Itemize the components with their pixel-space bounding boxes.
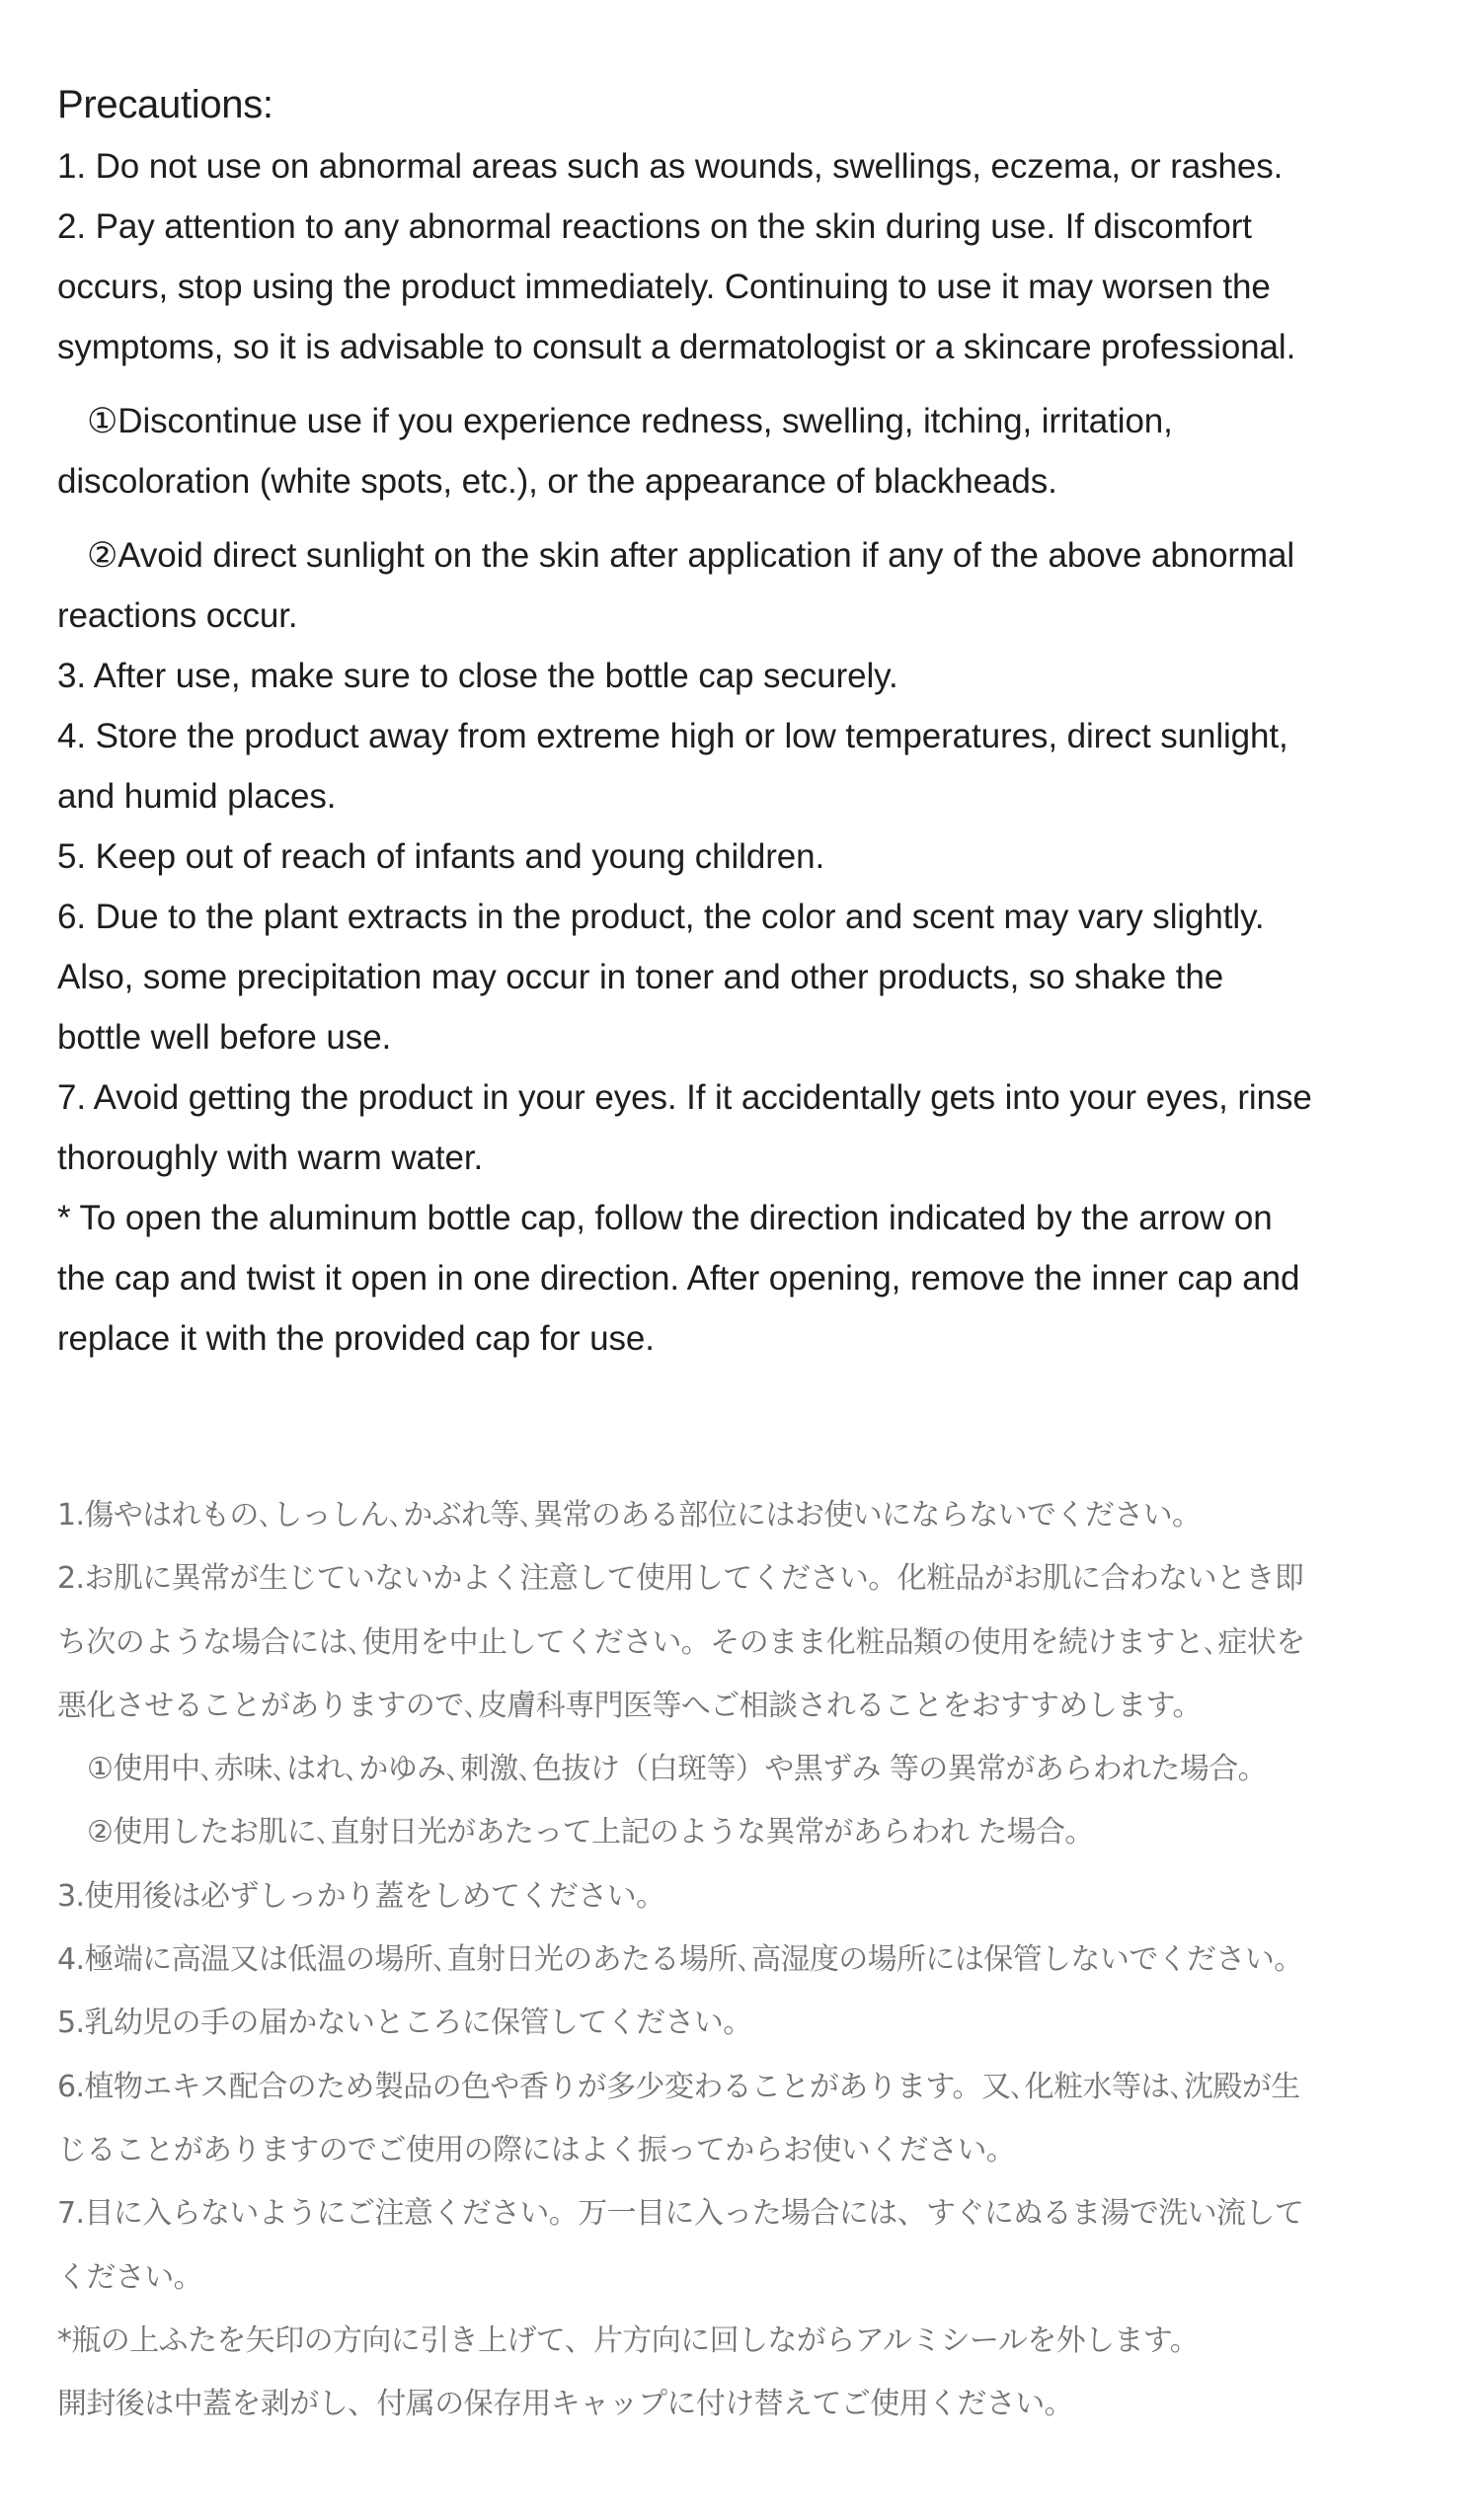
precaution-line: * To open the aluminum bottle cap, follow the direction indicated by the arrow on	[57, 1199, 1273, 1237]
precaution-line: 2. Pay attention to any abnormal reactions on the skin during use. If discomfort	[57, 207, 1252, 246]
precaution-line: symptoms, so it is advisable to consult a dermatologist or a skincare professional.	[57, 328, 1296, 366]
precaution-line: 3.使用後は必ずしっかり蓋をしめてください。	[57, 1878, 665, 1914]
precaution-line: 1.傷やはれもの､しっしん､かぶれ等､異常のある部位にはお使いにならないでください。	[57, 1498, 1202, 1533]
precaution-line: 6. Due to the plant extracts in the product, the color and scent may vary slightly.	[57, 898, 1265, 936]
precaution-line: occurs, stop using the product immediately. Continuing to use it may worsen the	[57, 268, 1271, 306]
precaution-line: ②使用したお肌に､直射日光があたって上記のような異常があらわれ た場合。	[87, 1815, 1094, 1851]
precaution-line: 6.植物エキス配合のため製品の色や香りが多少変わることがあります。又､化粧水等は､沈殿が生	[57, 2069, 1300, 2104]
precaution-line: 5.乳幼児の手の届かないところに保管してください。	[57, 2006, 752, 2041]
precaution-line: 2.お肌に異常が生じていないかよく注意して使用してください。化粧品がお肌に合わないとき即	[57, 1561, 1304, 1597]
precaution-line: reactions occur.	[57, 596, 298, 635]
precaution-line: Also, some precipitation may occur in toner and other products, so shake the	[57, 958, 1224, 996]
precaution-line: 7. Avoid getting the product in your eyes. If it accidentally gets into your eyes, rinse	[57, 1078, 1312, 1117]
precaution-line: 悪化させることがありますので､皮膚科専門医等へご相談されることをおすすめします。	[57, 1688, 1202, 1723]
precaution-line: 5. Keep out of reach of infants and young children.	[57, 837, 825, 876]
precaution-line: ②Avoid direct sunlight on the skin after application if any of the above abnormal	[87, 536, 1295, 575]
page-title: Precautions:	[57, 83, 273, 126]
precaution-line: 4.極端に高温又は低温の場所､直射日光のあたる場所､高湿度の場所には保管しないでください。	[57, 1942, 1303, 1978]
precaution-line: ①使用中､赤味､はれ､かゆみ､刺激､色抜け（白斑等）や黒ずみ 等の異常があらわれた場合。	[87, 1752, 1268, 1787]
precaution-line: 3. After use, make sure to close the bottle cap securely.	[57, 657, 898, 695]
precaution-line: bottle well before use.	[57, 1018, 392, 1057]
precaution-line: the cap and twist it open in one direction. After opening, remove the inner cap and	[57, 1259, 1300, 1298]
precaution-line: thoroughly with warm water.	[57, 1139, 484, 1177]
precaution-line: 7.目に入らないようにご注意ください。万一目に入った場合には、すぐにぬるま湯で洗い流して	[57, 2196, 1304, 2232]
precaution-line: 1. Do not use on abnormal areas such as wounds, swellings, eczema, or rashes.	[57, 147, 1284, 186]
precaution-line: *瓶の上ふたを矢印の方向に引き上げて、片方向に回しながらアルミシールを外します。	[57, 2323, 1200, 2358]
precaution-line: 4. Store the product away from extreme high or low temperatures, direct sunlight,	[57, 717, 1288, 755]
precaution-line: replace it with the provided cap for use.	[57, 1319, 655, 1358]
japanese-precautions	[57, 1484, 1440, 2436]
precaution-line: and humid places.	[57, 777, 337, 816]
precaution-line: discoloration (white spots, etc.), or the appearance of blackheads.	[57, 462, 1057, 501]
english-precautions	[57, 136, 1440, 1369]
precaution-line: ち次のような場合には､使用を中止してください。そのまま化粧品類の使用を続けますと､症状を	[57, 1624, 1305, 1660]
precaution-line: ①Discontinue use if you experience redness, swelling, itching, irritation,	[87, 402, 1173, 440]
precaution-line: じることがありますのでご使用の際にはよく振ってからお使いください。	[57, 2132, 1016, 2167]
precaution-line: 開封後は中蓋を剥がし、付属の保存用キャップに付け替えてご使用ください。	[57, 2387, 1073, 2422]
precaution-line: ください。	[57, 2259, 202, 2295]
